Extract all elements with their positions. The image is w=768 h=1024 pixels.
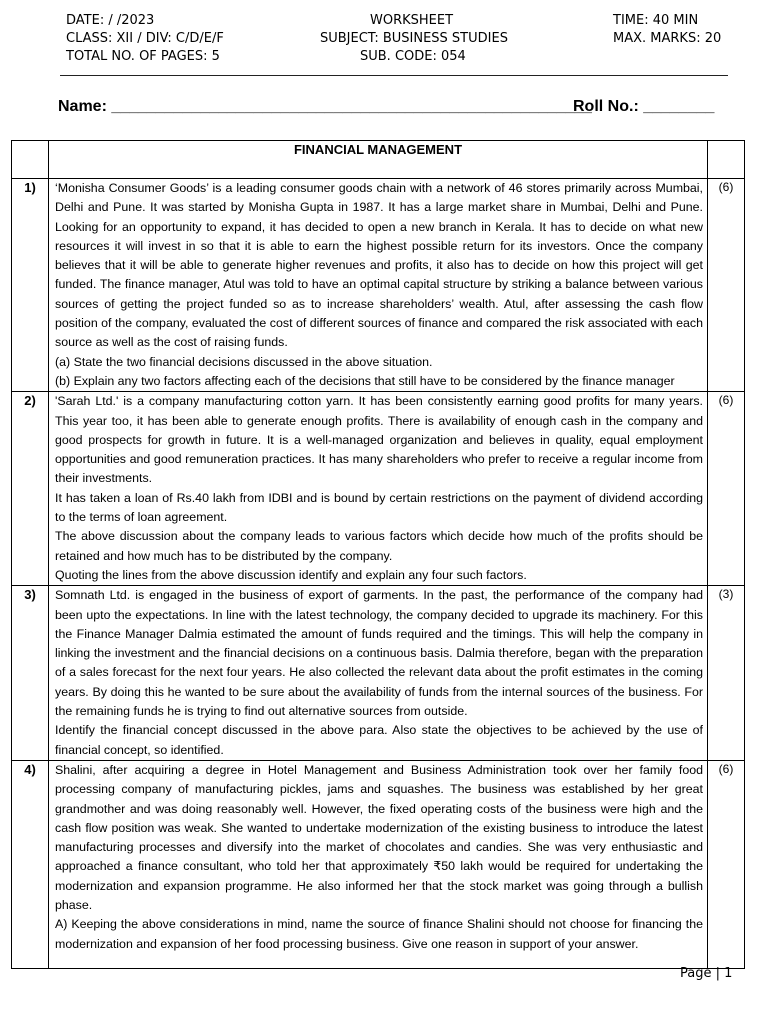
question-paragraph: Quoting the lines from the above discussion identify and explain any four such factors. — [55, 567, 527, 582]
section-title: FINANCIAL MANAGEMENT — [49, 141, 708, 179]
title-row — [12, 141, 745, 179]
question-paragraph: Somnath Ltd. is engaged in the business of export of garments. In the past, the performance of the company had been upto the expectations. In line with the latest technology, the company decided to upgrade its machinery. For this the Finance Manager Dalmia estimated the amount of funds required and the timings. This will help the company in linking the investment and the financial decisions on a continuous basis. Dalmia therefore, began with the preparation of a sales forecast for the next four years. He also collected the relevant data about the profit estimates in the coming years. By doing this he wanted to be sure about the availability of funds from the internal sources of the business. For the remaining funds he is trying to find out alternative sources from outside. — [55, 588, 703, 719]
question-paragraph: (b) Explain any two factors affecting each of the decisions that still have to be considered by the finance manager — [55, 373, 675, 388]
time-field: TIME: 40 MIN — [613, 13, 699, 28]
header-divider — [60, 75, 728, 76]
page-number: Page | 1 — [680, 966, 733, 981]
header-right — [613, 12, 721, 48]
question-paragraph: ‘Monisha Consumer Goods’ is a leading consumer goods chain with a network of 46 stores primarily across Mumbai, Delhi and Pune. It was started by Monisha Gupta in 1987. It has a large market share in Mumbai, Delhi and Pune. Looking for an opportunity to expand, it has decided to open a new branch in Kerala. It has to decide on what new resources it will invest in so that it is able to earn the highest possible return for its investors. Once the company believes that it will be able to generate higher revenues and profits, it also has to decide on how this project will get funded. The finance manager, Atul was told to have an optimal capital structure by striking a balance between various sources of getting the project funded so as to increase shareholders’ wealth. Atul, after assessing the cash flow position of the company, evaluated the cost of different sources of finance and compared the risk associated with each source as well as the cost of raising funds. — [55, 181, 703, 350]
max-marks-field: MAX. MARKS: 20 — [613, 31, 722, 46]
questions-table — [11, 140, 745, 969]
question-marks: (3) — [708, 586, 745, 761]
question-row — [12, 586, 745, 761]
question-number: 4) — [12, 760, 49, 968]
question-text — [49, 179, 708, 392]
question-paragraph: It has taken a loan of Rs.40 lakh from IDBI and is bound by certain restrictions on the payment of dividend according to the terms of loan agreement. — [55, 490, 703, 525]
question-number: 1) — [12, 179, 49, 392]
subject-field: SUBJECT: BUSINESS STUDIES — [320, 31, 508, 46]
question-number: 3) — [12, 586, 49, 761]
total-pages-field: TOTAL NO. OF PAGES: 5 — [66, 49, 220, 64]
class-div-field: CLASS: XII / DIV: C/D/E/F — [66, 31, 224, 46]
question-text — [49, 760, 708, 968]
question-paragraph: The above discussion about the company leads to various factors which decide how much of the profits should be retained and how much has to be distributed by the company. — [55, 529, 703, 563]
question-paragraph: A) Keeping the above considerations in mind, name the source of finance Shalini should not choose for financing the modernization and expansion of her food processing business. Give one reason in support of your answer. — [55, 917, 703, 951]
question-paragraph: (a) State the two financial decisions discussed in the above situation. — [55, 354, 433, 369]
name-field: Name: ______________________________________________________ — [58, 98, 592, 115]
question-marks: (6) — [708, 760, 745, 968]
question-row — [12, 392, 745, 586]
question-row — [12, 179, 745, 392]
question-paragraph: Identify the financial concept discussed in the above para. Also state the objectives to be achieved by the use of financial concept, so identified. — [55, 723, 703, 757]
question-text — [49, 586, 708, 761]
sub-code-field: SUB. CODE: 054 — [360, 49, 466, 64]
question-text — [49, 392, 708, 586]
header-left — [66, 12, 224, 66]
roll-no-field: Roll No.: ________ — [573, 98, 715, 115]
question-marks: (6) — [708, 392, 745, 586]
question-marks: (6) — [708, 179, 745, 392]
header-center — [320, 12, 540, 66]
date-field: DATE: / /2023 — [66, 13, 155, 28]
question-paragraph: 'Sarah Ltd.' is a company manufacturing cotton yarn. It has been consistently earning good profits for many years. This year too, it has been able to generate enough profits. There is availability of enough cash in the company and good prospects for growth in future. It is a well-managed organization and believes in quality, equal employment opportunities and good remuneration practices. It has many shareholders who prefer to receive a regular income from their investments. — [55, 394, 703, 486]
question-row — [12, 760, 745, 968]
worksheet-title: WORKSHEET — [370, 13, 454, 28]
question-number: 2) — [12, 392, 49, 586]
question-paragraph: Shalini, after acquiring a degree in Hotel Management and Business Administration took over her family food processing company of manufacturing pickles, jams and squashes. The business was established by her great grandmother and was doing reasonably well. However, the fixed operating costs of the business were high and the cash flow position was weak. She wanted to undertake modernization of the existing business to introduce the latest manufacturing processes and diversify into the market of chocolates and candies. She was very enthusiastic and approached a finance consultant, who told her that approximately ₹50 lakh would be required for undertaking the modernization and expansion programme. He also informed her that the stock market was going through a bullish phase. — [55, 762, 703, 912]
